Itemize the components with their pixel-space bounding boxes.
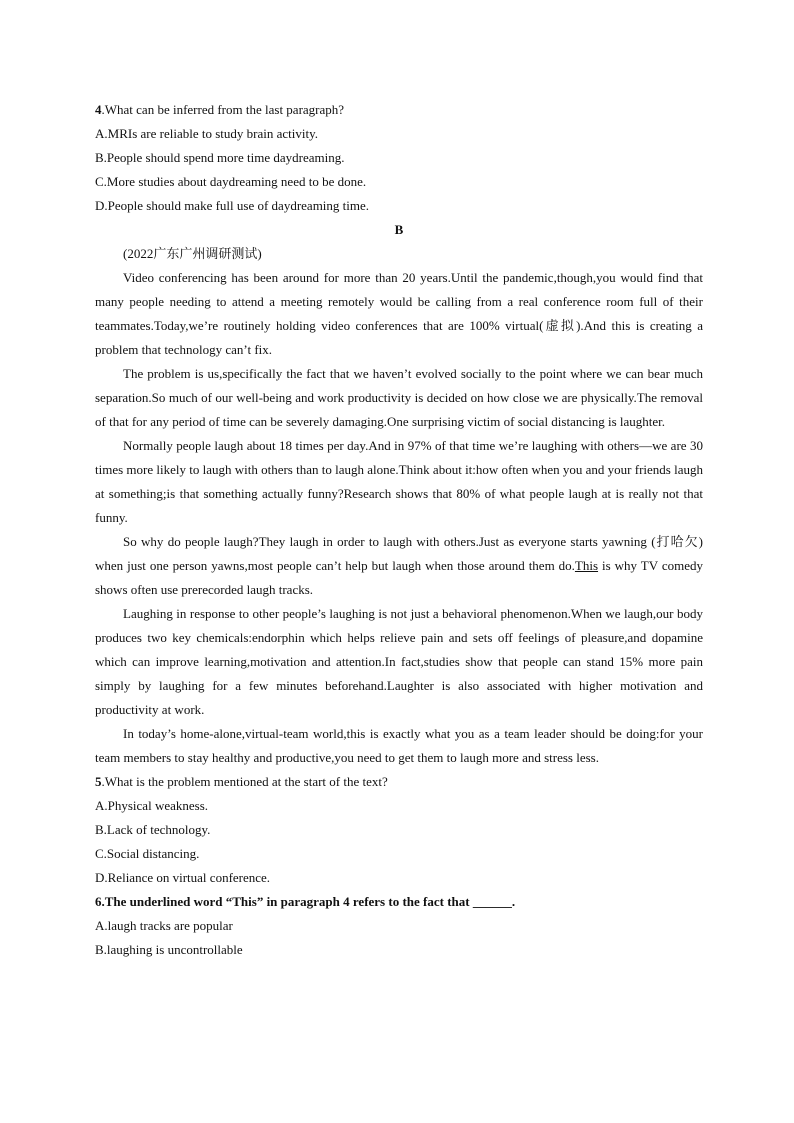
paragraph-2: The problem is us,specifically the fact that we haven’t evolved socially to the point where we can bear much separation.So much of our well-being and work productivity is decided on how close we are physically.The removal of that for any period of time can be severely damaging.One surprising victim of social distancing is laughter.: [95, 366, 703, 429]
paragraph-4-text-end: is why TV comedy shows often use prerecorded laugh tracks.: [95, 558, 703, 597]
paragraph-4-text: So why do people laugh?They laugh in order to laugh with others.Just as everyone starts yawning (打哈欠) when just one person yawns,most people can’t help but laugh when those around them do.: [95, 534, 703, 573]
paragraph-5: Laughing in response to other people’s laughing is not just a behavioral phenomenon.When we laugh,our body produces two key chemicals:endorphin which helps relieve pain and sets off feelings of pleasure,and dopamine which can improve learning,motivation and attention.In fact,studies show that people can stand 15% more pain simply by laughing for a few minutes beforehand.Laughter is also associated with higher motivation and productivity at work.: [95, 606, 703, 717]
paragraph-1: Video conferencing has been around for more than 20 years.Until the pandemic,though,you would find that many people needing to attend a meeting remotely would be calling from a real conference room full of their teammates.Today,we’re routinely holding video conferences that are 100% virtual(虚拟).And this is creating a problem that technology can’t fix.: [95, 270, 703, 357]
option-c: C.Social distancing.: [95, 846, 200, 861]
option-c: C.More studies about daydreaming need to be done.: [95, 174, 367, 189]
question-number: 5: [95, 774, 102, 789]
document-page: [95, 98, 703, 962]
source-note: (2022广东广州调研测试): [123, 246, 262, 261]
option-b: B.laughing is uncontrollable: [95, 942, 243, 957]
paragraph-3: Normally people laugh about 18 times per day.And in 97% of that time we’re laughing with others—we are 30 times more likely to laugh with others than to laugh alone.Think about it:how often when you and your friends laugh at something;is that something actually funny?Research shows that 80% of what people laugh at is really not that funny.: [95, 438, 703, 525]
option-a: A.laugh tracks are popular: [95, 918, 233, 933]
option-a: A.Physical weakness.: [95, 798, 209, 813]
paragraph-4: [95, 530, 703, 602]
option-d: D.People should make full use of daydreaming time.: [95, 198, 370, 213]
option-b: B.People should spend more time daydreaming.: [95, 150, 345, 165]
option-d: D.Reliance on virtual conference.: [95, 870, 271, 885]
question-text: .What can be inferred from the last paragraph?: [101, 102, 345, 117]
question-4: [95, 98, 703, 122]
question-text: .What is the problem mentioned at the start of the text?: [101, 774, 388, 789]
question-5: [95, 770, 703, 794]
section-title: B: [394, 222, 404, 237]
option-b: B.Lack of technology.: [95, 822, 211, 837]
question-number: 4: [95, 102, 102, 117]
paragraph-6: In today’s home-alone,virtual-team world,this is exactly what you as a team leader should be doing:for your team members to stay healthy and productive,you need to get them to laugh more and stress less.: [95, 726, 703, 765]
option-a: A.MRIs are reliable to study brain activity.: [95, 126, 318, 141]
question-6: 6.The underlined word “This” in paragraph 4 refers to the fact that ______.: [95, 894, 516, 909]
underlined-word: This: [574, 558, 599, 573]
